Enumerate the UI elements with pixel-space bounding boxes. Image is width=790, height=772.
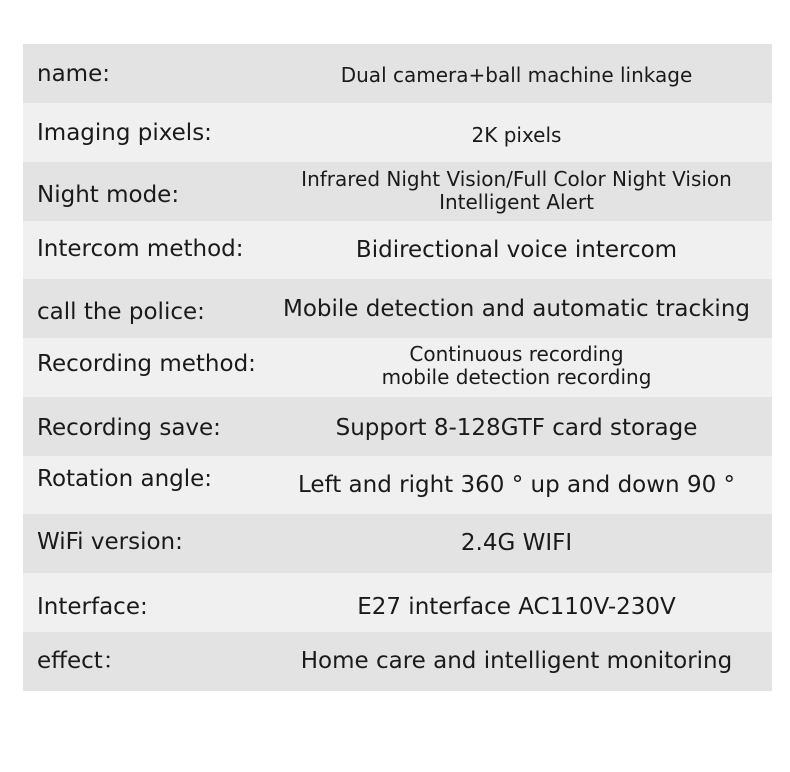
spec-value-line: Infrared Night Vision/Full Color Night Vision <box>301 167 732 191</box>
spec-value <box>261 124 772 147</box>
spec-label: call the police: <box>37 299 205 325</box>
spec-value-line: 2K pixels <box>471 123 562 147</box>
spec-value-line: E27 interface AC110V-230V <box>357 594 676 620</box>
spec-row-call-the-police <box>23 279 772 338</box>
spec-row-imaging-pixels <box>23 103 772 162</box>
spec-value-line: Support 8-128GTF card storage <box>335 415 698 441</box>
spec-row-effect <box>23 632 772 691</box>
spec-row-recording-method <box>23 338 772 397</box>
spec-row-name <box>23 44 772 103</box>
spec-label: Recording method: <box>37 351 256 377</box>
spec-value <box>261 472 772 498</box>
spec-label: name: <box>37 61 110 87</box>
spec-row-interface <box>23 573 772 632</box>
spec-label: Intercom method: <box>37 236 244 262</box>
spec-label: WiFi version: <box>37 529 183 555</box>
spec-value-line: Continuous recording <box>409 342 624 366</box>
spec-row-wifi-version <box>23 514 772 573</box>
spec-value <box>261 415 772 441</box>
spec-value <box>261 237 772 263</box>
spec-value-line: Bidirectional voice intercom <box>355 237 678 263</box>
spec-label: Rotation angle: <box>37 466 213 492</box>
spec-value-line: Home care and intelligent monitoring <box>300 648 733 674</box>
spec-label: Night mode: <box>37 182 180 208</box>
spec-value-line: Dual camera+ball machine linkage <box>340 63 693 87</box>
spec-label: Imaging pixels: <box>37 120 212 146</box>
spec-value <box>261 296 772 322</box>
spec-value-line: Mobile detection and automatic tracking <box>283 296 750 322</box>
spec-value-line: Left and right 360 ° up and down 90 ° <box>297 472 736 498</box>
spec-value <box>261 594 772 620</box>
spec-value-line: mobile detection recording <box>381 365 652 389</box>
spec-value <box>261 648 772 674</box>
spec-row-rotation-angle <box>23 456 772 514</box>
spec-label: Recording save: <box>37 415 221 441</box>
spec-value <box>261 343 772 389</box>
spec-row-night-mode <box>23 162 772 221</box>
spec-value-line: Intelligent Alert <box>439 190 594 214</box>
spec-label: effect： <box>37 648 126 674</box>
spec-value-line: 2.4G WIFI <box>460 530 573 556</box>
spec-row-intercom-method <box>23 221 772 279</box>
spec-value <box>261 530 772 556</box>
spec-row-recording-save <box>23 397 772 456</box>
spec-label: Interface: <box>37 594 148 620</box>
spec-value <box>261 64 772 87</box>
spec-value <box>261 168 772 214</box>
